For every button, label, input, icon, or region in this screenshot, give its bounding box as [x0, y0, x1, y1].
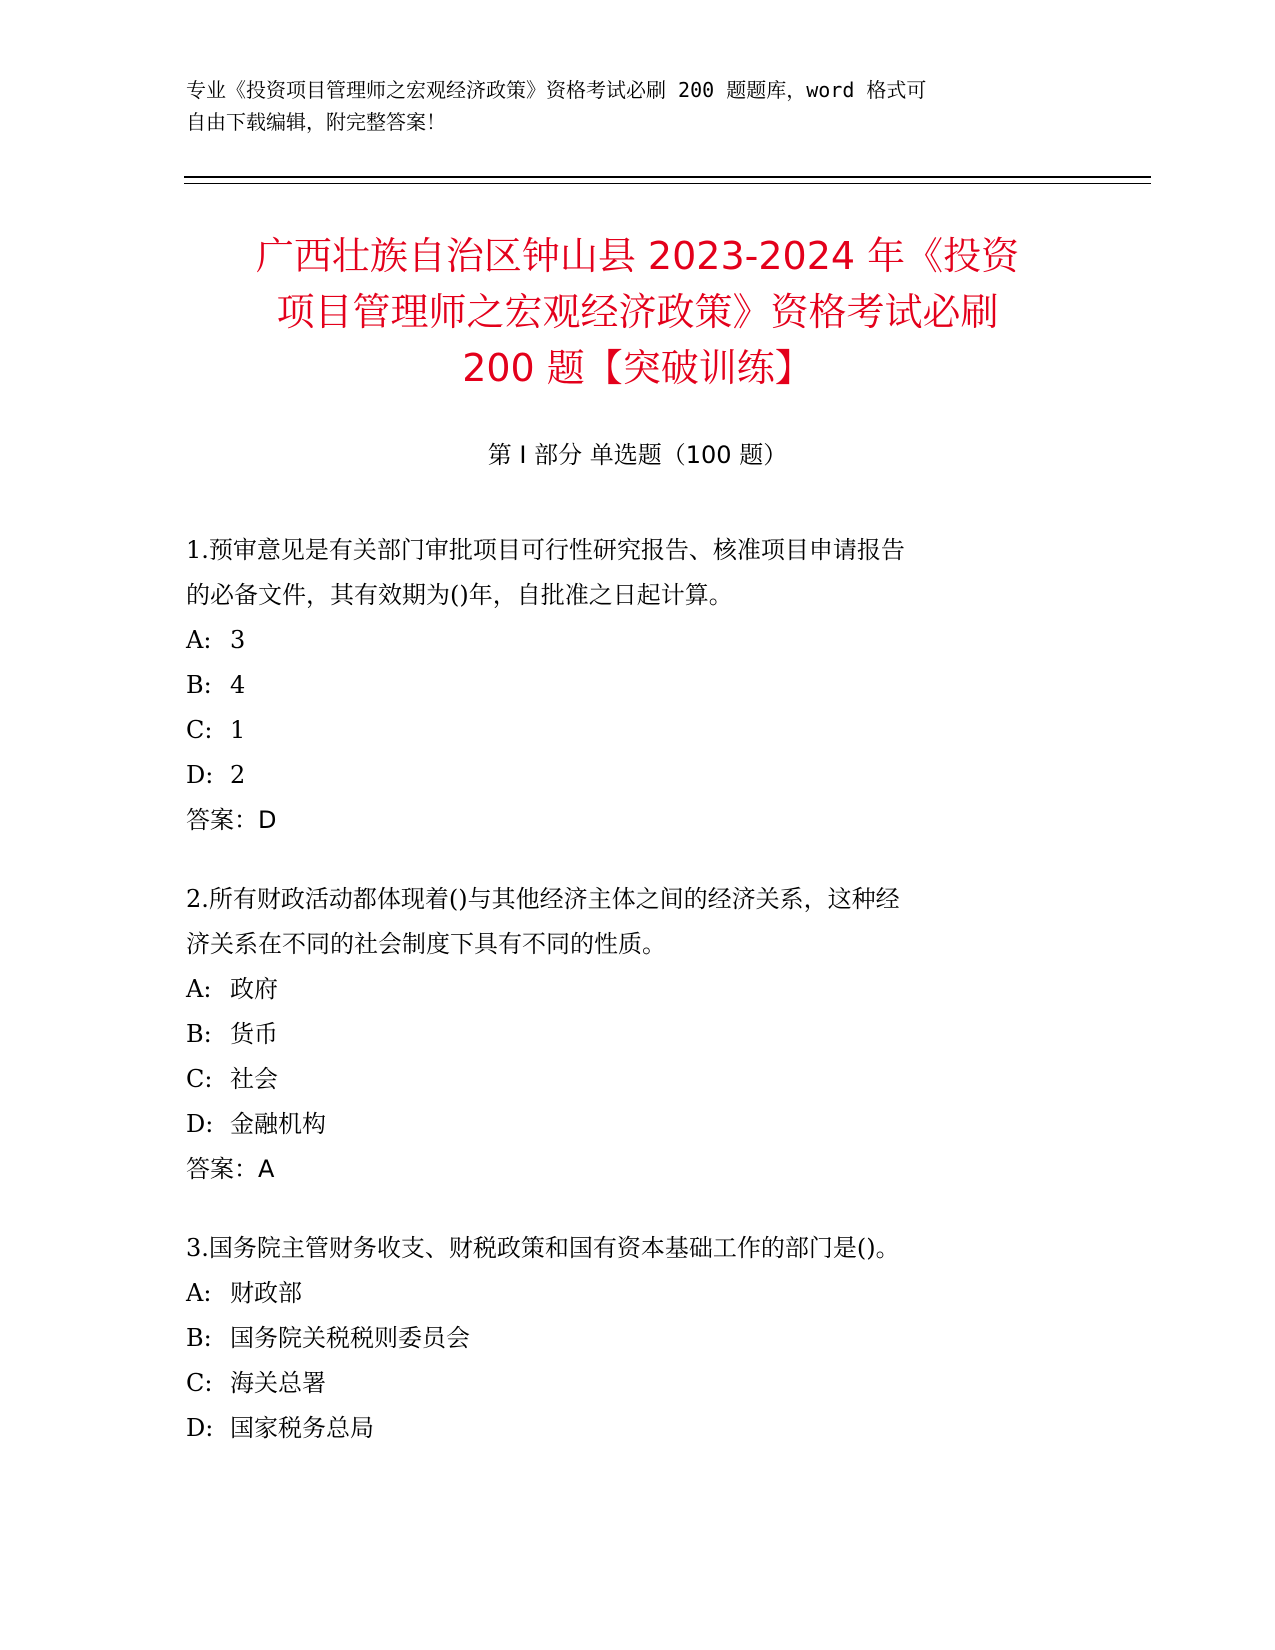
option-text: 国家税务总局	[230, 1414, 374, 1442]
option-b	[186, 1316, 1086, 1361]
option-letter: D:	[186, 761, 214, 789]
option-letter: B:	[186, 1324, 212, 1352]
option-a	[186, 618, 1086, 663]
option-text: 4	[230, 671, 246, 699]
option-a	[186, 967, 1086, 1012]
option-letter: C:	[186, 1065, 213, 1093]
option-c	[186, 1361, 1086, 1406]
header-rule	[184, 176, 1151, 178]
option-text: 3	[230, 626, 246, 654]
option-letter: A:	[186, 626, 212, 654]
question-stem	[186, 528, 1086, 618]
option-text: 货币	[230, 1020, 278, 1048]
option-letter: D:	[186, 1110, 214, 1138]
stem-line: 的必备文件，其有效期为()年，自批准之日起计算。	[186, 581, 733, 609]
question-stem	[186, 877, 1086, 967]
option-letter: A:	[186, 1279, 212, 1307]
answer-text: 答案：D	[186, 806, 277, 834]
option-text: 社会	[230, 1065, 278, 1093]
option-text: 海关总署	[230, 1369, 326, 1397]
option-text: 金融机构	[230, 1110, 326, 1138]
intro-line: 专业《投资项目管理师之宏观经济政策》资格考试必刷 200 题题库，word 格式可	[186, 78, 927, 102]
option-b	[186, 1012, 1086, 1057]
intro-paragraph	[186, 74, 1086, 138]
intro-line: 自由下载编辑，附完整答案！	[186, 110, 446, 134]
document-title	[150, 228, 1125, 396]
option-a	[186, 1271, 1086, 1316]
option-text: 国务院关税税则委员会	[230, 1324, 470, 1352]
option-letter: D:	[186, 1414, 214, 1442]
section-heading: 第 I 部分 单选题（100 题）	[487, 441, 788, 469]
title-line: 项目管理师之宏观经济政策》资格考试必刷	[276, 290, 999, 334]
option-c	[186, 708, 1086, 753]
title-line: 广西壮族自治区钟山县 2023-2024 年《投资	[255, 234, 1020, 278]
option-letter: B:	[186, 671, 212, 699]
option-text: 政府	[230, 975, 278, 1003]
option-letter: B:	[186, 1020, 212, 1048]
option-letter: C:	[186, 716, 213, 744]
option-d	[186, 1102, 1086, 1147]
option-d	[186, 1406, 1086, 1451]
question-stem	[186, 1226, 1086, 1271]
option-text: 2	[230, 761, 246, 789]
question-3	[186, 1226, 1086, 1451]
option-letter: A:	[186, 975, 212, 1003]
stem-line: 1.预审意见是有关部门审批项目可行性研究报告、核准项目申请报告	[186, 536, 905, 564]
option-b	[186, 663, 1086, 708]
stem-line: 3.国务院主管财务收支、财税政策和国有资本基础工作的部门是()。	[186, 1234, 900, 1262]
answer-text: 答案：A	[186, 1155, 275, 1183]
title-line: 200 题【突破训练】	[462, 346, 813, 390]
stem-line: 2.所有财政活动都体现着()与其他经济主体之间的经济关系，这种经	[186, 885, 900, 913]
question-1	[186, 528, 1086, 843]
option-text: 1	[230, 716, 246, 744]
option-c	[186, 1057, 1086, 1102]
header-rule-thin	[184, 183, 1151, 184]
stem-line: 济关系在不同的社会制度下具有不同的性质。	[186, 930, 666, 958]
question-2	[186, 877, 1086, 1192]
option-text: 财政部	[230, 1279, 302, 1307]
question-list	[186, 528, 1086, 1485]
option-letter: C:	[186, 1369, 213, 1397]
option-d	[186, 753, 1086, 798]
